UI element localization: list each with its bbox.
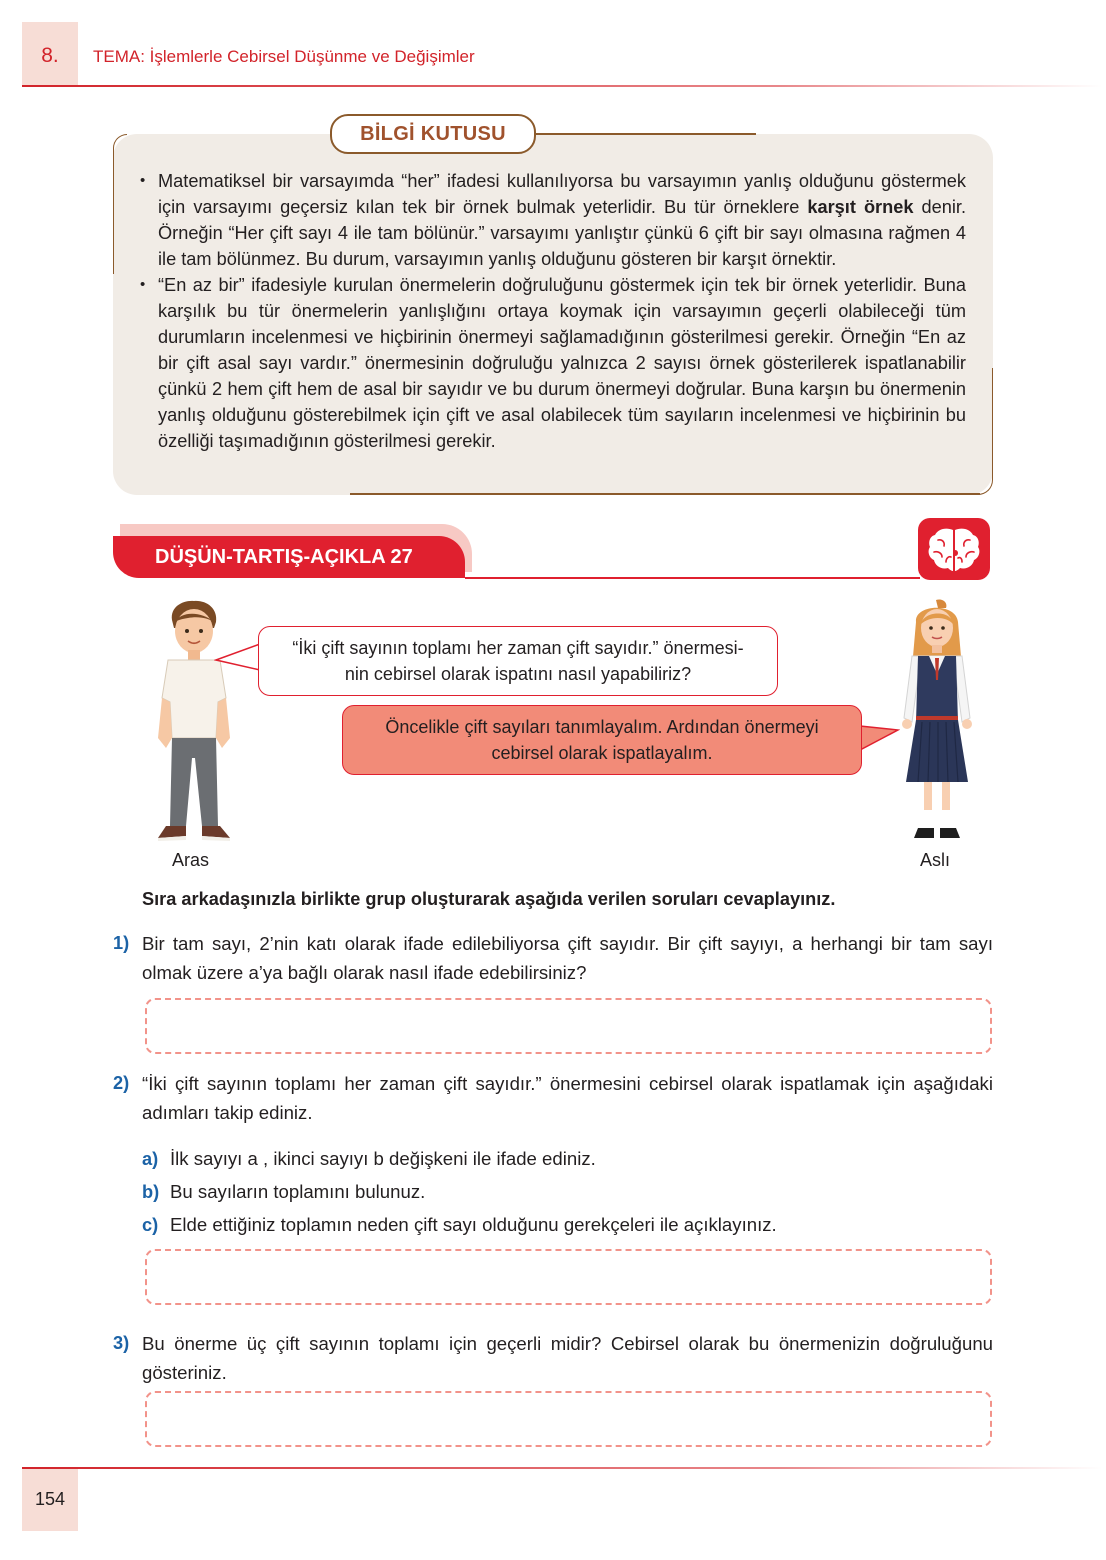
- aras-line-2: nin cebirsel olarak ispatını nasıl yapabiliriz?: [344, 664, 692, 684]
- theme-title: TEMA: İşlemlerle Cebirsel Düşünme ve Değişimler: [93, 47, 475, 66]
- brain-puzzle-icon: [918, 518, 990, 580]
- info-box-top-line: [530, 133, 756, 135]
- info-paragraph-2: • “En az bir” ifadesiyle kurulan önermelerin doğruluğunu göstermek için tek bir örnek yeterlidir. Buna karşılık bu tür önermelerin yanlışlığını ortaya koymak için varsayımın geçerli olabileceği tüm durumların incelenmesi ve hiçbirinin önermeyi sağlamadığının gösterilmesi gerekir. Örneğin “En az bir çift asal sayı vardır.” önermesinin doğruluğu yalnızca 2 sayısı örnek gösterilerek ispatlanabilir çünkü 2 hem çift hem de asal bir sayıdır ve bu durum önermeyi doğrular. Buna karşın bu önermenin yanlış olduğunu gösterebilmek için çift ve asal olabilecek tüm sayıların incelenmesi ve hiçbirinin bu özelliği taşımadığının gösterilmesi gerekir.: [158, 272, 966, 454]
- bubble-tail-asli: [858, 722, 900, 756]
- key-term: karşıt örnek: [807, 197, 914, 217]
- header-divider: [22, 85, 1102, 87]
- asli-illustration: [896, 598, 978, 848]
- aras-illustration: [148, 598, 240, 846]
- activity-banner: DÜŞÜN-TARTIŞ-AÇIKLA 27: [113, 536, 465, 578]
- page-number-box: [22, 1469, 78, 1531]
- info-box-corner-left: [113, 134, 127, 274]
- bullet-icon: •: [140, 172, 146, 189]
- answer-box-1[interactable]: [145, 998, 992, 1054]
- question-2-number: 2): [113, 1073, 130, 1093]
- asli-name: Aslı: [920, 850, 951, 870]
- aras-name: Aras: [172, 850, 210, 870]
- speech-bubble-aras: [258, 626, 778, 696]
- answer-box-3[interactable]: [145, 1391, 992, 1447]
- info-box-corner-right: [978, 368, 993, 495]
- question-2c-text: Elde ettiğiniz toplamın neden çift sayı olduğunu gerekçeleri ile açıklayınız.: [170, 1214, 777, 1235]
- question-2b-text: Bu sayıların toplamını bulunuz.: [170, 1181, 426, 1202]
- question-2-text: “İki çift sayının toplamı her zaman çift sayıdır.” önermesini cebirsel olarak ispatlamak için aşağıdaki adımları takip ediniz.: [142, 1073, 993, 1123]
- info-paragraph-1: • Matematiksel bir varsayımda “her” ifadesi kullanılıyorsa bu varsayımın yanlış olduğunu göstermek için varsayımı geçersiz kılan tek bir örnek bulmak yeterlidir. Bu tür örneklere karşıt örnek denir. Örneğin “Her çift sayı 4 ile tam bölünür.” varsayımı yanlıştır çünkü 6 çift bir sayı olmasına rağmen 4 ile tam bölünmez. Bu durum, varsayımın yanlış olduğunu gösteren bir karşıt örnektir.: [158, 168, 966, 272]
- question-3-number: 3): [113, 1333, 130, 1353]
- answer-box-2[interactable]: [145, 1249, 992, 1305]
- activity-divider: [465, 577, 920, 579]
- question-1-text: Bir tam sayı, 2’nin katı olarak ifade edilebiliyorsa çift sayıdır. Bir çift sayıyı, a herhangi bir tam sayı olmak üzere a’ya bağlı olarak nasıl ifade edebilirsiniz?: [142, 933, 993, 983]
- question-1-number: 1): [113, 933, 130, 953]
- info-box-bottom-line: [350, 493, 980, 495]
- bubble-tail-aras: [214, 640, 262, 674]
- footer-divider: [22, 1467, 1102, 1469]
- aras-line-1: “İki çift sayının toplamı her zaman çift sayıdır.” önermesi-: [292, 638, 744, 658]
- speech-bubble-asli: [342, 705, 862, 775]
- info-box-text: [140, 168, 967, 454]
- question-2c-label: c): [142, 1215, 159, 1235]
- bullet-icon: •: [140, 276, 146, 293]
- question-2a-text: İlk sayıyı a , ikinci sayıyı b değişkeni ile ifade ediniz.: [170, 1148, 596, 1169]
- info-box-title: BİLGİ KUTUSU: [330, 114, 536, 154]
- asli-line-1: Öncelikle çift sayıları tanımlayalım. Ardından önermeyi: [385, 717, 819, 737]
- instruction-text: Sıra arkadaşınızla birlikte grup oluşturarak aşağıda verilen soruları cevaplayınız.: [142, 889, 836, 909]
- unit-number-box: [22, 22, 78, 86]
- question-2b-label: b): [142, 1182, 160, 1202]
- asli-line-2: cebirsel olarak ispatlayalım.: [491, 743, 713, 763]
- unit-number: 8.: [41, 44, 59, 67]
- page-number: 154: [34, 1489, 66, 1509]
- question-2a-label: a): [142, 1149, 159, 1169]
- question-3-text: Bu önerme üç çift sayının toplamı için geçerli midir? Cebirsel olarak bu önermenizin doğruluğunu gösteriniz.: [142, 1333, 993, 1383]
